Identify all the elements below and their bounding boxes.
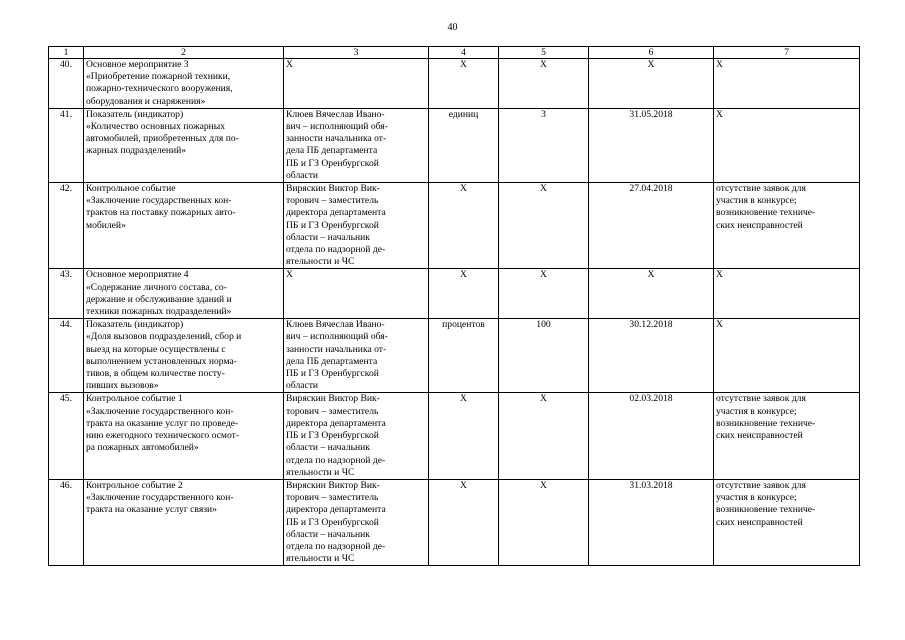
event-name-cell: Контрольное событие «Заключение государственных кон- трактов на поставку пожарных авто- мобилей» bbox=[84, 183, 284, 269]
event-name-cell: Контрольное событие 1 «Заключение государственного кон- тракта на оказание услуг по проведе- нию ежегодного технического осмот- ра пожарных автомобилей» bbox=[84, 393, 284, 479]
responsible-cell: Виряскин Виктор Вик- торович – заместитель директора департамента ПБ и ГЗ Оренбургской области – начальник отдела по надзорной де- ятельности и ЧС bbox=[284, 393, 429, 479]
event-name-cell: Основное мероприятие 4 «Содержание личного состава, со- держание и обслуживание зданий и техники пожарных подразделений» bbox=[84, 269, 284, 319]
table-row bbox=[49, 479, 860, 565]
plan-table bbox=[48, 46, 860, 566]
row-number-cell: 44. bbox=[49, 319, 84, 393]
unit-cell: Х bbox=[429, 479, 499, 565]
page-number: 40 bbox=[447, 22, 458, 33]
risk-cell: отсутствие заявок для участия в конкурсе; возникновение техниче- ских неисправностей bbox=[714, 479, 860, 565]
unit-cell: Х bbox=[429, 393, 499, 479]
unit-cell: процентов bbox=[429, 319, 499, 393]
deadline-cell: Х bbox=[589, 59, 714, 109]
risk-cell: отсутствие заявок для участия в конкурсе; возникновение техниче- ских неисправностей bbox=[714, 393, 860, 479]
row-number-cell: 40. bbox=[49, 59, 84, 109]
deadline-cell: 27.04.2018 bbox=[589, 183, 714, 269]
row-number-cell: 41. bbox=[49, 108, 84, 182]
event-name-cell: Основное мероприятие 3 «Приобретение пожарной техники, пожарно-технического вооружения, оборудования и снаряжения» bbox=[84, 59, 284, 109]
table-row bbox=[49, 108, 860, 182]
table-row bbox=[49, 319, 860, 393]
column-number: 5 bbox=[499, 47, 589, 59]
risk-cell: Х bbox=[714, 108, 860, 182]
risk-cell: Х bbox=[714, 59, 860, 109]
row-number-cell: 43. bbox=[49, 269, 84, 319]
event-name-cell: Контрольное событие 2 «Заключение государственного кон- тракта на оказание услуг связи» bbox=[84, 479, 284, 565]
column-number: 4 bbox=[429, 47, 499, 59]
risk-cell: Х bbox=[714, 319, 860, 393]
column-number: 7 bbox=[714, 47, 860, 59]
value-cell: Х bbox=[499, 393, 589, 479]
deadline-cell: 02.03.2018 bbox=[589, 393, 714, 479]
event-name-cell: Показатель (индикатор) «Количество основных пожарных автомобилей, приобретенных для по- жарных подразделений» bbox=[84, 108, 284, 182]
value-cell: Х bbox=[499, 59, 589, 109]
table-row bbox=[49, 393, 860, 479]
column-number: 1 bbox=[49, 47, 84, 59]
responsible-cell: Виряскин Виктор Вик- торович – заместитель директора департамента ПБ и ГЗ Оренбургской области – начальник отдела по надзорной де- ятельности и ЧС bbox=[284, 183, 429, 269]
responsible-cell: Клюев Вячеслав Ивано- вич – исполняющий обя- занности начальника от- дела ПБ департамента ПБ и ГЗ Оренбургской области bbox=[284, 108, 429, 182]
responsible-cell: Х bbox=[284, 59, 429, 109]
column-number: 2 bbox=[84, 47, 284, 59]
risk-cell: отсутствие заявок для участия в конкурсе; возникновение техниче- ских неисправностей bbox=[714, 183, 860, 269]
responsible-cell: Виряскин Виктор Вик- торович – заместитель директора департамента ПБ и ГЗ Оренбургской области – начальник отдела по надзорной де- ятельности и ЧС bbox=[284, 479, 429, 565]
value-cell: Х bbox=[499, 269, 589, 319]
column-number: 3 bbox=[284, 47, 429, 59]
unit-cell: Х bbox=[429, 269, 499, 319]
column-number-row bbox=[49, 47, 860, 59]
row-number-cell: 42. bbox=[49, 183, 84, 269]
deadline-cell: 31.05.2018 bbox=[589, 108, 714, 182]
column-number: 6 bbox=[589, 47, 714, 59]
unit-cell: Х bbox=[429, 59, 499, 109]
table-row bbox=[49, 59, 860, 109]
unit-cell: единиц bbox=[429, 108, 499, 182]
value-cell: Х bbox=[499, 183, 589, 269]
deadline-cell: 31.03.2018 bbox=[589, 479, 714, 565]
value-cell: 3 bbox=[499, 108, 589, 182]
table-row bbox=[49, 183, 860, 269]
value-cell: Х bbox=[499, 479, 589, 565]
deadline-cell: Х bbox=[589, 269, 714, 319]
value-cell: 100 bbox=[499, 319, 589, 393]
deadline-cell: 30.12.2018 bbox=[589, 319, 714, 393]
risk-cell: Х bbox=[714, 269, 860, 319]
table-row bbox=[49, 269, 860, 319]
responsible-cell: Х bbox=[284, 269, 429, 319]
row-number-cell: 45. bbox=[49, 393, 84, 479]
event-name-cell: Показатель (индикатор) «Доля вызовов подразделений, сбор и выезд на которые осуществлены с выполнением установленных норма- тивов, в общем количестве посту- пивших вызовов» bbox=[84, 319, 284, 393]
table-body bbox=[49, 47, 860, 566]
row-number-cell: 46. bbox=[49, 479, 84, 565]
unit-cell: Х bbox=[429, 183, 499, 269]
responsible-cell: Клюев Вячеслав Ивано- вич – исполняющий обя- занности начальника от- дела ПБ департамента ПБ и ГЗ Оренбургской области bbox=[284, 319, 429, 393]
